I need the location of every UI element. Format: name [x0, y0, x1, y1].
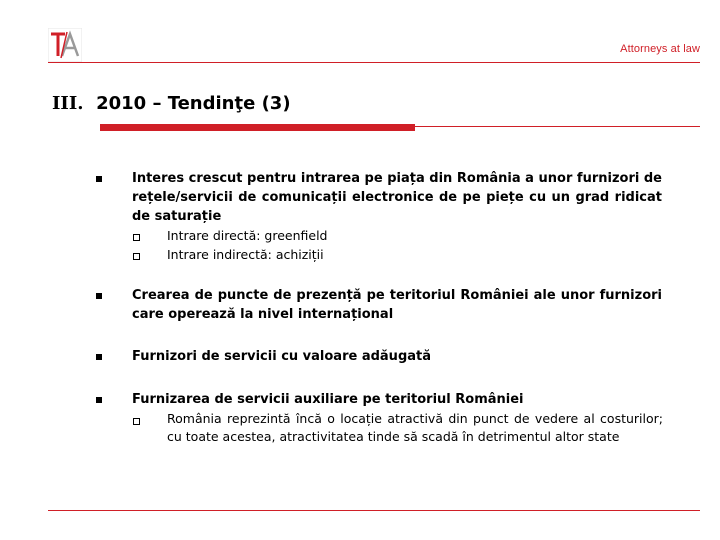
bullet-marker [96, 354, 102, 360]
list-item: Furnizarea de servicii auxiliare pe teritoriul României [132, 392, 524, 407]
sub-bullet-marker [133, 234, 140, 241]
list-item: Furnizori de servicii cu valoare adăugată [132, 349, 432, 364]
sub-bullet-marker [133, 418, 140, 425]
ta-logo-icon [48, 28, 82, 62]
sub-list-item: Intrare directă: greenfield [167, 228, 328, 243]
sub-list-item: România reprezintă încă o locație atractivă din punct de vedere al costurilor; cu toate acestea, atractivitatea tinde să scadă în detrimentul altor state [167, 411, 663, 444]
list-item: Crearea de puncte de prezență pe teritoriul României ale unor furnizori care operează la nivel internațional [132, 288, 662, 322]
title-prefix: III. [52, 93, 84, 114]
tagline: Attorneys at law [620, 43, 700, 55]
title-main: 2010 – Tendinţe (3) [96, 93, 291, 114]
sub-bullet-marker [133, 253, 140, 260]
title-underline-bar [100, 124, 415, 131]
bullet-marker [96, 176, 102, 182]
header-divider [48, 62, 700, 63]
bullet-marker [96, 293, 102, 299]
bullet-marker [96, 397, 102, 403]
page-title [52, 93, 291, 114]
footer-divider [48, 510, 700, 511]
title-underline-rule [415, 126, 700, 127]
sub-list-item: Intrare indirectă: achiziții [167, 247, 324, 262]
list-item: Interes crescut pentru intrarea pe piața din România a unor furnizori de rețele/servicii de comunicații electronice de pe piețe cu un grad ridicat de saturație [132, 171, 662, 224]
